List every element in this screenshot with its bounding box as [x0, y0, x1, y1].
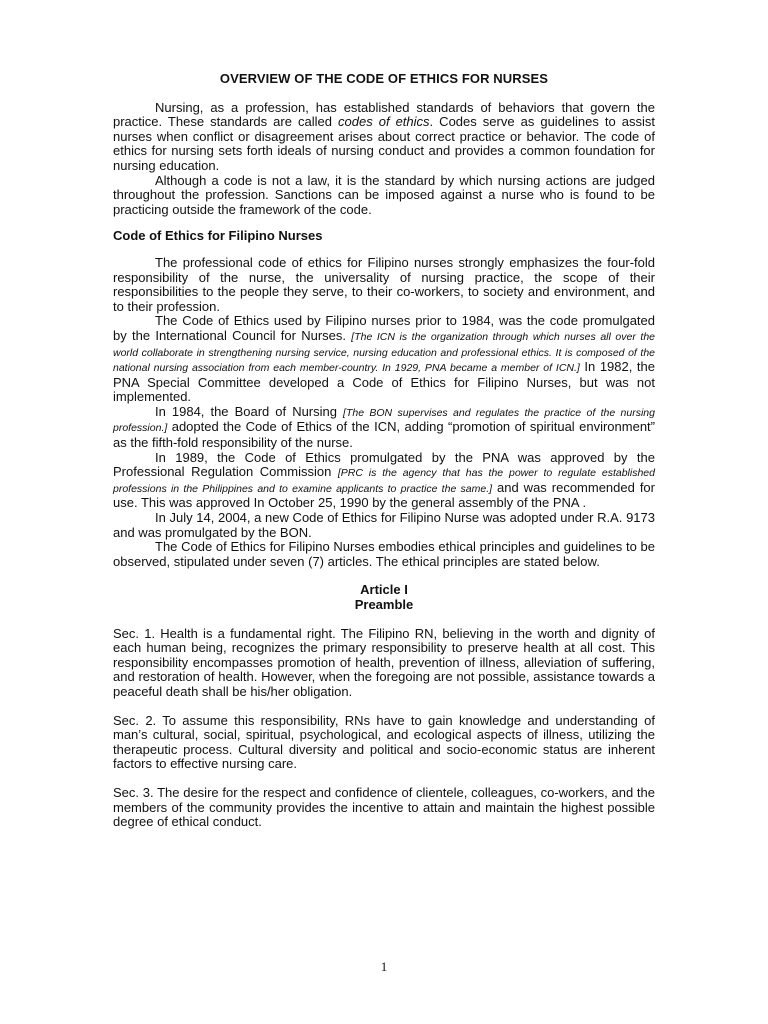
body-paragraph-1: The professional code of ethics for Filipino nurses strongly emphasizes the four-fold responsibility of the nurse, the universality of nursing practice, the scope of their responsibilities to the people they serve, to their co-workers, to society and environment, and to their profession. — [113, 254, 655, 314]
icn-note: [The ICN is the organization through which nurses all over the world collaborate in strengthening nursing service, nursing education and professional ethics. It is composed of the national nursing association from each member-country. In 1929, PNA became a member of ICN.] — [113, 330, 655, 375]
body-paragraph-4 — [113, 451, 655, 511]
body-text: In 1984, the Board of Nursing — [155, 403, 344, 419]
body-paragraph-3 — [113, 405, 655, 451]
body-text: The Code of Ethics used by Filipino nurses prior to 1984, was the code promulgated by the International Council for Nurses. — [113, 313, 655, 343]
article-number: Article I — [360, 582, 408, 598]
section-2: Sec. 2. To assume this responsibility, RNs have to gain knowledge and understanding of man’s cultural, social, spiritual, psychological, and ecological aspects of illness, utilizing the therapeutic process. Cultural diversity and political and socio-economic status are inherent factors to effective nursing care. — [113, 712, 655, 772]
article-name: Preamble — [354, 597, 414, 612]
article-heading — [113, 583, 655, 612]
body-text: and was recommended for use. This was approved In October 25, 1990 by the general assembly of the PNA . — [113, 479, 655, 511]
body-text: In 1989, the Code of Ethics promulgated by the PNA was approved by the Professional Regulation Commission — [113, 449, 655, 480]
intro-paragraph-1 — [113, 101, 655, 174]
page-number: 1 — [380, 959, 388, 974]
section-3: Sec. 3. The desire for the respect and confidence of clientele, colleagues, co-workers, and the members of the community provides the incentive to attain and maintain the highest possible degree of ethical conduct. — [113, 784, 655, 830]
section-1: Sec. 1. Health is a fundamental right. The Filipino RN, believing in the worth and dignity of each human being, recognizes the primary responsibility to preserve health at all cost. This responsibility encompasses promotion of health, prevention of illness, alleviation of suffering, and restoration of health. However, when the foregoing are not possible, assistance towards a peaceful death shall be his/her obligation. — [113, 625, 655, 699]
intro-paragraph-2: Although a code is not a law, it is the standard by which nursing actions are judged throughout the profession. Sanctions can be imposed against a nurse who is found to be practicing outside the framework of the code. — [113, 172, 655, 217]
document-title: OVERVIEW OF THE CODE OF ETHICS FOR NURSES — [219, 71, 549, 86]
body-paragraph-2 — [113, 314, 655, 405]
body-paragraph-5: In July 14, 2004, a new Code of Ethics for Filipino Nurse was adopted under R.A. 9173 and was promulgated by the BON. — [113, 510, 655, 540]
page-content — [113, 72, 655, 830]
bon-note: [The BON supervises and regulates the practice of the nursing profession.] — [113, 406, 655, 435]
emphasis-codes-of-ethics: codes of ethics — [338, 114, 430, 130]
section-heading: Code of Ethics for Filipino Nurses — [113, 228, 323, 244]
intro-text: . Codes serve as guidelines to assist nurses when conflict or disagreement arises about correct practice or behavior. The code of ethics for nursing sets forth ideals of nursing conduct and provides a common foundation for nursing education. — [113, 114, 656, 173]
intro-text: Nursing, as a profession, has established standards of behaviors that govern the practice. These standards are called — [113, 99, 655, 130]
body-paragraph-6: The Code of Ethics for Filipino Nurses embodies ethical principles and guidelines to be observed, stipulated under seven (7) articles. The ethical principles are stated below. — [113, 539, 655, 569]
body-text: adopted the Code of Ethics of the ICN, adding “promotion of spiritual environment” as the fifth-fold responsibility of the nurse. — [113, 419, 655, 451]
body-text: In 1982, the PNA Special Committee developed a Code of Ethics for Filipino Nurses, but was not implemented. — [113, 359, 655, 405]
prc-note: [PRC is the agency that has the power to regulate established professions in the Philippines and to examine applicants to practice the same.] — [113, 467, 655, 495]
